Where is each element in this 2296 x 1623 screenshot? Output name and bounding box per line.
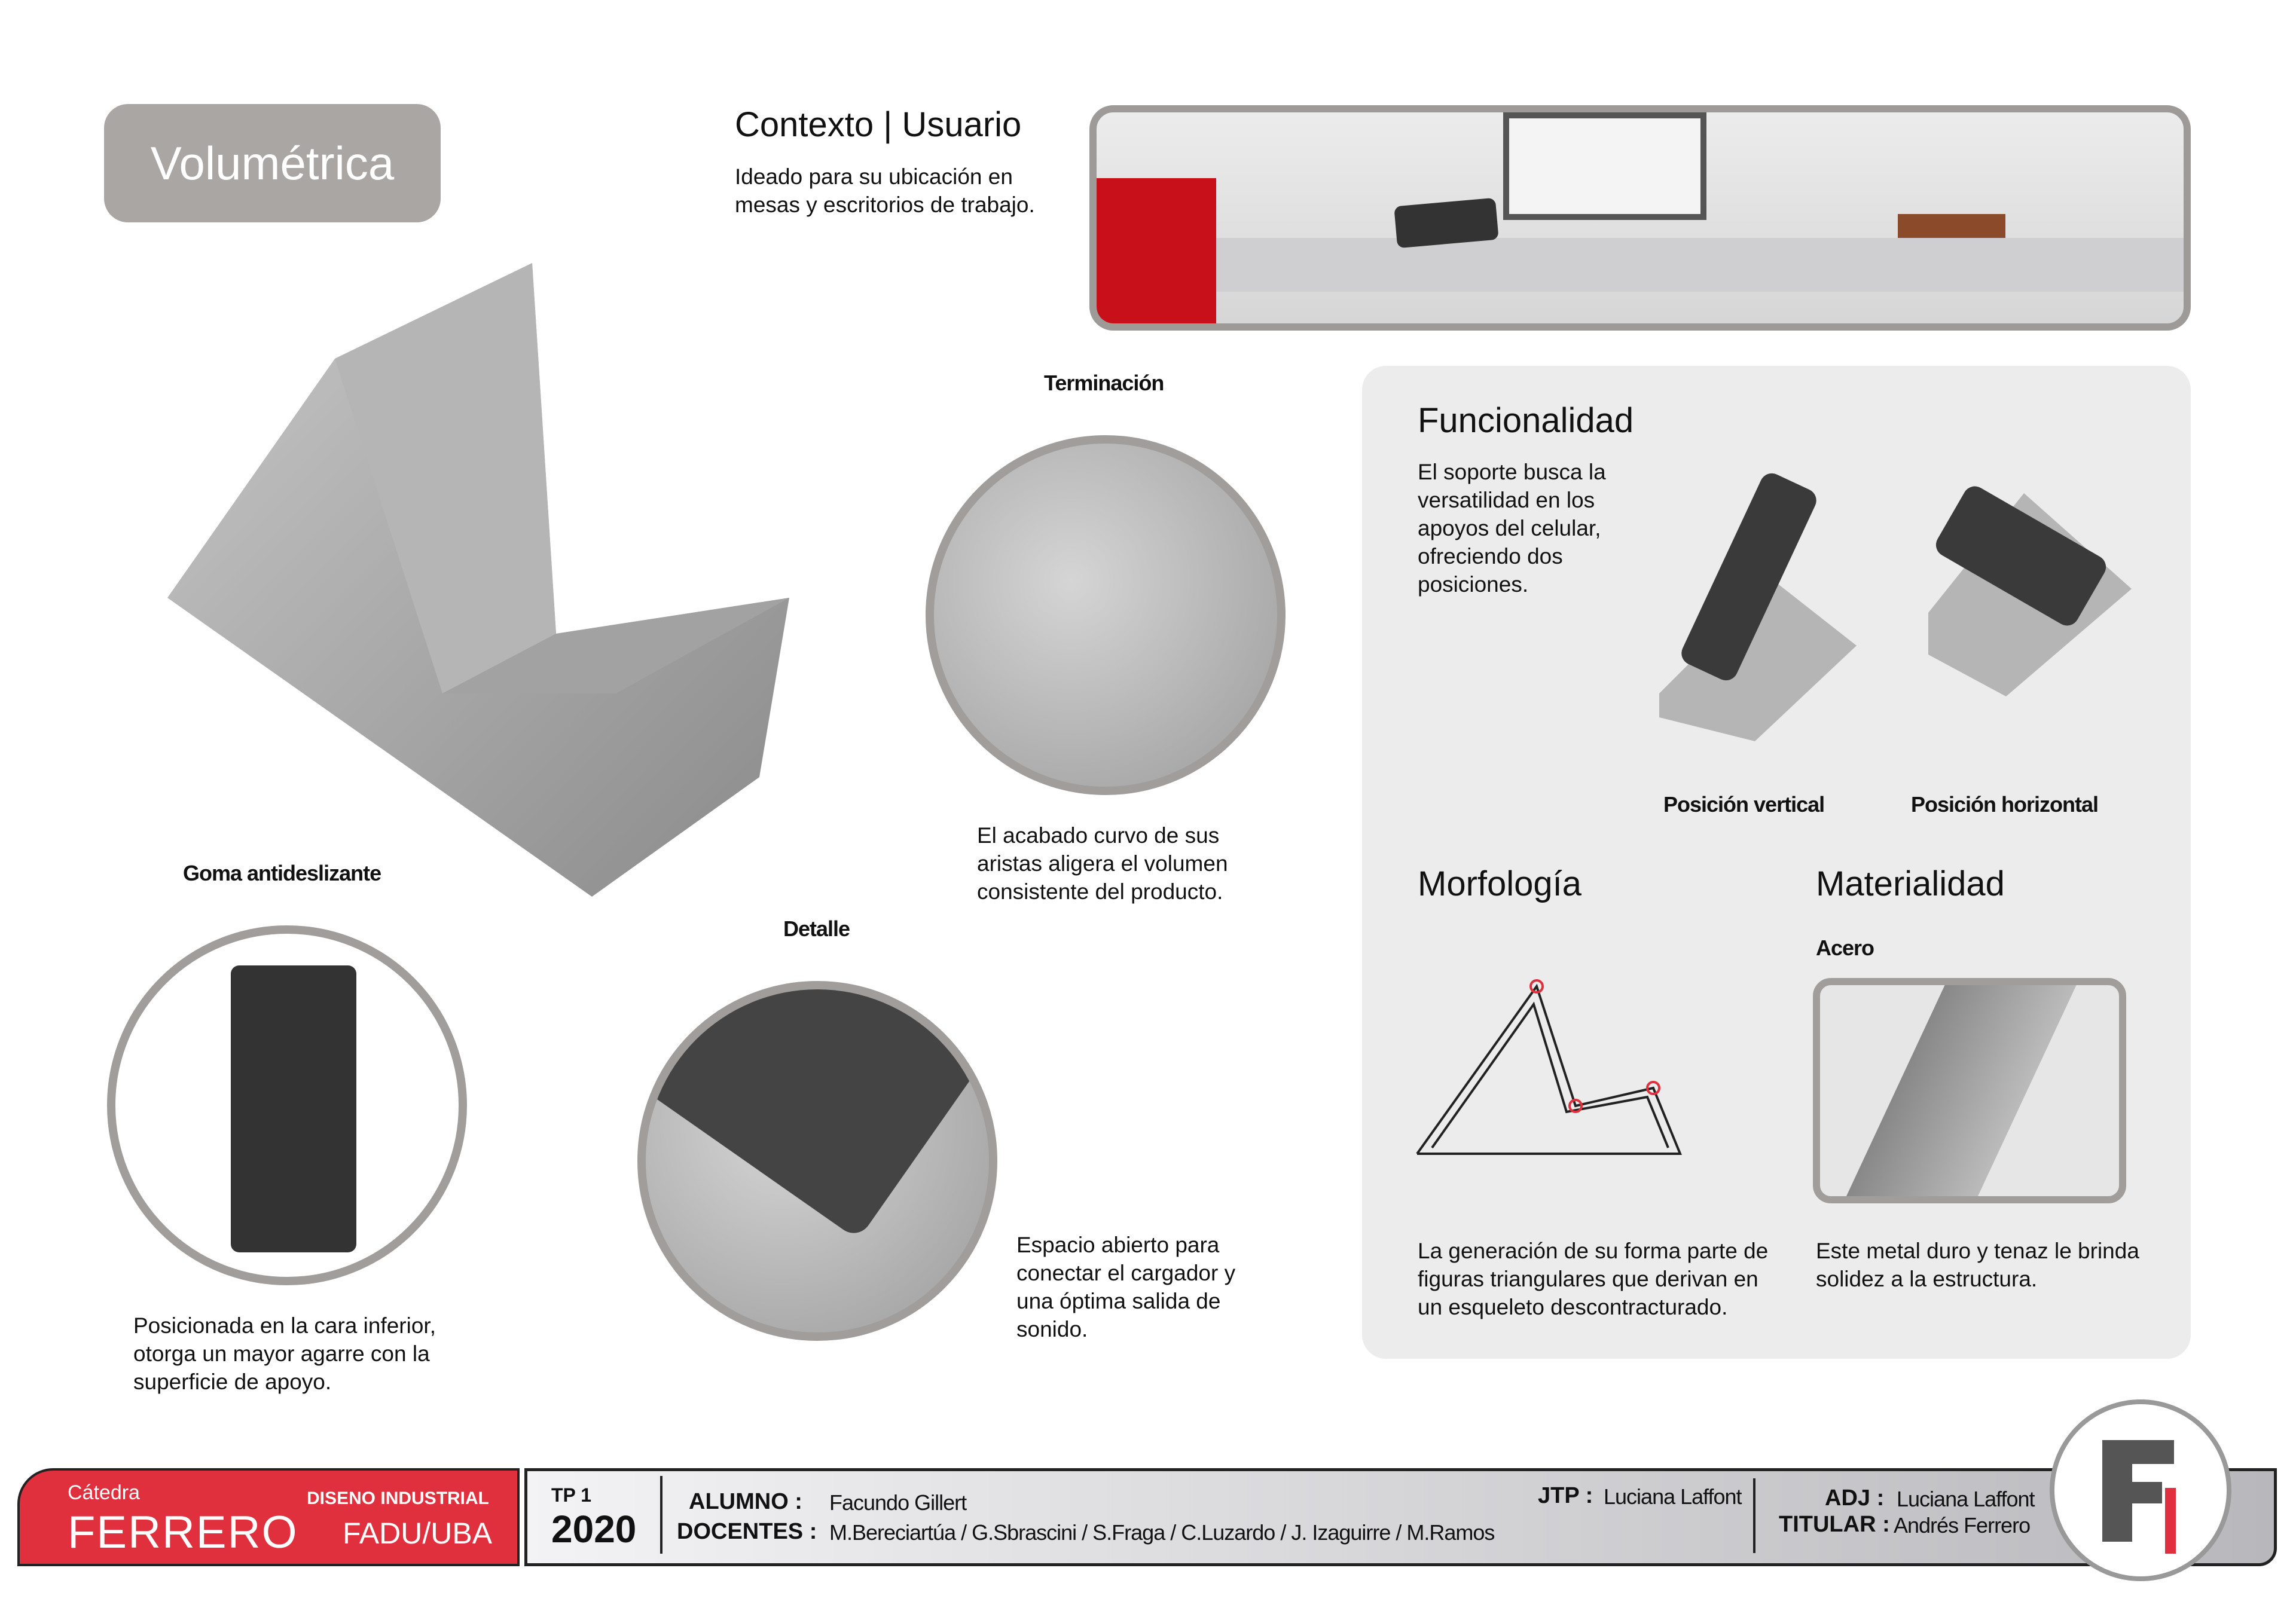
horizontal-position-image (1916, 481, 2138, 696)
catedra-logo-block (17, 1468, 520, 1566)
terminacion-text: El acabado curvo de sus aristas aligera el volumen consistente del producto. (977, 823, 1228, 904)
carrera-text: DISENO INDUSTRIAL (307, 1488, 490, 1508)
material-image (1813, 978, 2126, 1203)
context-render-image (1089, 105, 2191, 331)
titular-label: TITULAR : (1779, 1512, 1890, 1537)
goma-detail-image (107, 925, 467, 1285)
jtp-name: Luciana Laffont (1604, 1484, 1742, 1509)
context-text: Ideado para su ubicación en mesas y escritorios de trabajo. (735, 164, 1035, 217)
facultad-text: FADU/UBA (343, 1517, 493, 1550)
funcionalidad-text: El soporte busca la versatilidad en los apoyos del celular, ofreciendo dos posiciones. (1418, 460, 1606, 597)
morfologia-text: La generación de su forma parte de figuras triangulares que derivan en un esqueleto descontracturado. (1418, 1239, 1769, 1319)
jtp-label: JTP : (1538, 1483, 1593, 1508)
vertical-position-image (1647, 466, 1863, 741)
morphology-diagram (1414, 974, 1689, 1160)
adj-name: Luciana Laffont (1897, 1487, 2035, 1511)
credits-block (524, 1468, 2277, 1566)
product-render (161, 263, 795, 903)
materialidad-text: Este metal duro y tenaz le brinda solidez a la estructura. (1816, 1239, 2139, 1291)
docentes-names: M.Bereciartúa / G.Sbrascini / S.Fraga / C.Luzardo / J. Izaguirre / M.Ramos (829, 1520, 1495, 1545)
goma-label: Goma antideslizante (183, 861, 381, 885)
year-label: 2020 (551, 1508, 637, 1551)
tp-label: TP 1 (551, 1484, 591, 1506)
ferrero-stamp-logo (2050, 1399, 2231, 1581)
alumno-name: Facundo Gillert (829, 1490, 967, 1515)
terminacion-detail-image (926, 435, 1286, 795)
titular-name: Andrés Ferrero (1894, 1513, 2031, 1538)
horizontal-label: Posición horizontal (1911, 792, 2099, 817)
goma-text: Posicionada en la cara inferior, otorga un mayor agarre con la superficie de apoyo. (133, 1313, 436, 1394)
detalle-detail-image (637, 981, 997, 1341)
section-badge: Volumétrica (104, 104, 441, 222)
adj-label: ADJ : (1825, 1486, 1885, 1511)
material-label: Acero (1816, 936, 1874, 960)
catedra-text: Cátedra (68, 1481, 140, 1504)
funcionalidad-title: Funcionalidad (1418, 401, 1634, 440)
ferrero-logo: FERRERO (68, 1507, 298, 1558)
context-title: Contexto | Usuario (735, 105, 1022, 144)
vertical-label: Posición vertical (1663, 792, 1825, 817)
morfologia-title: Morfología (1418, 864, 1582, 903)
docentes-label: DOCENTES : (677, 1519, 817, 1544)
detalle-text: Espacio abierto para conectar el cargador y una óptima salida de sonido. (1016, 1233, 1236, 1341)
terminacion-label: Terminación (1044, 371, 1164, 395)
alumno-label: ALUMNO : (689, 1489, 802, 1514)
detalle-label: Detalle (783, 916, 850, 941)
materialidad-title: Materialidad (1816, 864, 2005, 903)
